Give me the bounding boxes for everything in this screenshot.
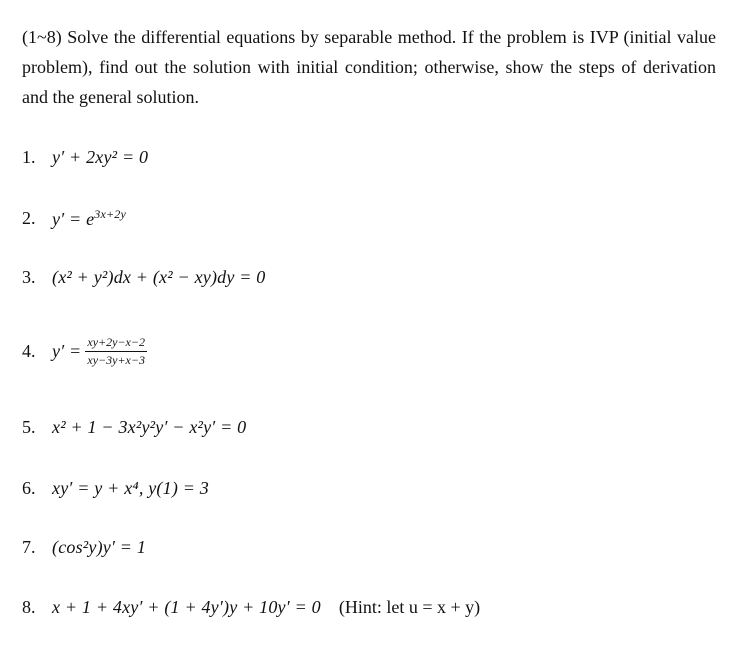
equation: (cos²y)y′ = 1 <box>52 537 147 557</box>
fraction <box>85 335 147 368</box>
problem-4 <box>22 335 147 368</box>
hint-text: (Hint: let u = x + y) <box>338 597 481 617</box>
problem-number: 8. <box>22 597 36 617</box>
fraction-numerator: xy+2y−x−2 <box>85 335 147 352</box>
problem-number: 2. <box>22 208 36 228</box>
problem-3 <box>22 267 265 288</box>
equation-base: y′ = e <box>52 209 95 229</box>
problem-5 <box>22 417 246 438</box>
fraction-denominator: xy−3y+x−3 <box>87 353 145 367</box>
problem-7 <box>22 537 146 558</box>
equation-lhs: y′ = <box>52 341 82 361</box>
problem-number: 4. <box>22 341 36 361</box>
problem-6 <box>22 478 209 499</box>
equation: y′ + 2xy² = 0 <box>52 147 149 167</box>
problem-number: 7. <box>22 537 36 557</box>
problem-2 <box>22 207 126 230</box>
problem-number: 5. <box>22 417 36 437</box>
equation: (x² + y²)dx + (x² − xy)dy = 0 <box>52 267 266 287</box>
equation-exponent: 3x+2y <box>94 207 127 221</box>
equation: x² + 1 − 3x²y²y′ − x²y′ = 0 <box>52 417 247 437</box>
problem-1 <box>22 147 148 168</box>
problem-number: 3. <box>22 267 36 287</box>
instructions-paragraph: (1~8) Solve the differential equations by separable method. If the problem is IVP (initial value problem), find out the solution with initial condition; otherwise, show the steps of derivation and the general solution. <box>22 27 716 107</box>
problem-number: 6. <box>22 478 36 498</box>
problem-number: 1. <box>22 147 36 167</box>
equation <box>52 207 126 230</box>
equation: x + 1 + 4xy′ + (1 + 4y′)y + 10y′ = 0 <box>52 597 321 617</box>
problem-8 <box>22 597 480 618</box>
equation: xy′ = y + x⁴, y(1) = 3 <box>52 478 209 498</box>
